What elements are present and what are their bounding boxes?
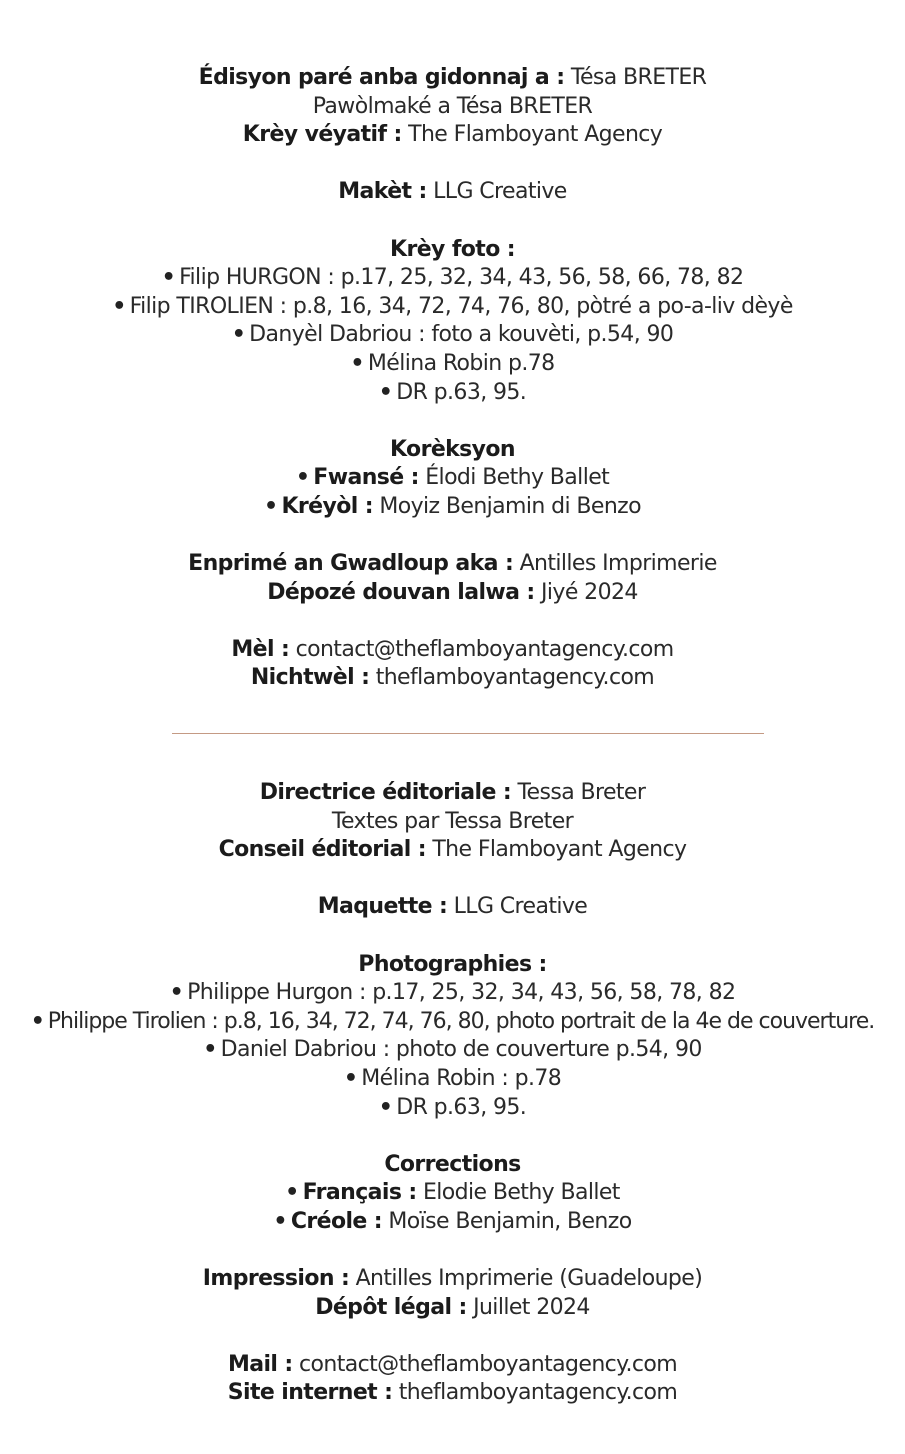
correction-creole-label: Créole : bbox=[290, 1208, 383, 1234]
layout-line bbox=[0, 893, 905, 922]
website-line bbox=[0, 1379, 905, 1408]
printing-value: Antilles Imprimerie (Guadeloupe) bbox=[355, 1266, 703, 1292]
advisory-value: The Flamboyant Agency bbox=[432, 837, 687, 863]
photos-heading: Photographies : bbox=[358, 951, 547, 977]
photos-heading: Krèy foto : bbox=[390, 236, 515, 262]
printing-label: Enprimé an Gwadloup aka : bbox=[188, 551, 514, 577]
advisory-line bbox=[0, 836, 905, 865]
spacer bbox=[0, 922, 905, 951]
layout-label: Maquette : bbox=[317, 894, 448, 920]
photo-credit-item: • Filip TIROLIEN : p.8, 16, 34, 72, 74, 76, 80, pòtré a po-a-liv dèyè bbox=[0, 293, 905, 322]
spacer bbox=[0, 1322, 905, 1351]
photos-heading-line bbox=[0, 951, 905, 980]
correction-creole-line bbox=[0, 493, 905, 522]
printing-value: Antilles Imprimerie bbox=[519, 551, 717, 577]
website-line bbox=[0, 664, 905, 693]
photo-credit-item: • Philippe Hurgon : p.17, 25, 32, 34, 43, 56, 58, 78, 82 bbox=[0, 979, 905, 1008]
corrections-heading: Corrections bbox=[384, 1151, 521, 1177]
layout-value: LLG Creative bbox=[453, 894, 588, 920]
corrections-heading-line bbox=[0, 436, 905, 465]
legal-deposit-line bbox=[0, 1294, 905, 1323]
editor-value: Tésa BRETER bbox=[570, 65, 707, 90]
credits-block-kreyol bbox=[0, 64, 905, 693]
photo-credit-item: • DR p.63, 95. bbox=[0, 1094, 905, 1123]
mail-value: contact@theflamboyantagency.com bbox=[295, 636, 674, 662]
website-label: Nichtwèl : bbox=[250, 665, 370, 691]
correction-creole-label: Kréyòl : bbox=[281, 493, 373, 519]
correction-french-value: Elodie Bethy Ballet bbox=[422, 1180, 620, 1206]
texts-line bbox=[0, 808, 905, 837]
corrections-heading-line bbox=[0, 1151, 905, 1180]
legal-deposit-label: Dépôt légal : bbox=[315, 1294, 467, 1320]
corrections-heading: Korèksyon bbox=[390, 436, 515, 462]
mail-line bbox=[0, 636, 905, 665]
editor-label: Directrice éditoriale : bbox=[259, 780, 512, 805]
photo-credit-item: • Filip HURGON : p.17, 25, 32, 34, 43, 56, 58, 66, 78, 82 bbox=[0, 264, 905, 293]
layout-value: LLG Creative bbox=[433, 179, 567, 205]
correction-creole-value: Moyiz Benjamin di Benzo bbox=[379, 493, 641, 519]
spacer bbox=[0, 1237, 905, 1266]
editor-line bbox=[0, 64, 905, 93]
website-value: theflamboyantagency.com bbox=[375, 665, 655, 691]
mail-value: contact@theflamboyantagency.com bbox=[299, 1351, 678, 1377]
correction-french-line bbox=[0, 1179, 905, 1208]
printing-line bbox=[0, 1265, 905, 1294]
printing-label: Impression : bbox=[202, 1266, 350, 1292]
photo-credit-item: • Mélina Robin p.78 bbox=[0, 350, 905, 379]
spacer bbox=[0, 207, 905, 236]
credits-block-french bbox=[0, 779, 905, 1408]
texts-value: Pawòlmaké a Tésa BRETER bbox=[312, 93, 593, 119]
photo-credit-item: • Daniel Dabriou : photo de couverture p.54, 90 bbox=[0, 1036, 905, 1065]
printing-line bbox=[0, 550, 905, 579]
advisory-label: Conseil éditorial : bbox=[218, 837, 426, 863]
correction-french-label: Fwansé : bbox=[313, 465, 419, 491]
advisory-value: The Flamboyant Agency bbox=[408, 122, 663, 148]
editor-value: Tessa Breter bbox=[517, 780, 646, 805]
legal-deposit-value: Juillet 2024 bbox=[473, 1294, 590, 1320]
editor-label: Édisyon paré anba gidonnaj a : bbox=[198, 65, 565, 90]
correction-french-label: Français : bbox=[302, 1180, 417, 1206]
advisory-label: Krèy véyatif : bbox=[242, 122, 402, 148]
legal-deposit-value: Jiyé 2024 bbox=[541, 579, 638, 605]
spacer bbox=[0, 150, 905, 179]
photos-heading-line bbox=[0, 236, 905, 265]
website-label: Site internet : bbox=[227, 1380, 393, 1406]
correction-creole-value: Moïse Benjamin, Benzo bbox=[388, 1208, 632, 1234]
mail-label: Mèl : bbox=[231, 636, 290, 662]
spacer bbox=[0, 407, 905, 436]
section-divider bbox=[172, 733, 764, 734]
correction-creole-line bbox=[0, 1208, 905, 1237]
correction-french-line bbox=[0, 464, 905, 493]
layout-label: Makèt : bbox=[338, 179, 427, 205]
spacer bbox=[0, 522, 905, 551]
spacer bbox=[0, 607, 905, 636]
layout-line bbox=[0, 178, 905, 207]
spacer bbox=[0, 1122, 905, 1151]
texts-line bbox=[0, 93, 905, 122]
legal-deposit-label: Dépozé douvan lalwa : bbox=[267, 579, 535, 605]
correction-french-value: Élodi Bethy Ballet bbox=[425, 465, 610, 491]
mail-label: Mail : bbox=[227, 1351, 293, 1377]
website-value: theflamboyantagency.com bbox=[398, 1380, 678, 1406]
spacer bbox=[0, 865, 905, 894]
photo-credit-item: • DR p.63, 95. bbox=[0, 379, 905, 408]
photo-credit-item: • Philippe Tirolien : p.8, 16, 34, 72, 74, 76, 80, photo portrait de la 4e de couverture. bbox=[0, 1008, 905, 1037]
mail-line bbox=[0, 1351, 905, 1380]
texts-value: Textes par Tessa Breter bbox=[331, 808, 574, 834]
photo-credit-item: • Mélina Robin : p.78 bbox=[0, 1065, 905, 1094]
photo-credit-item: • Danyèl Dabriou : foto a kouvèti, p.54, 90 bbox=[0, 321, 905, 350]
advisory-line bbox=[0, 121, 905, 150]
editor-line bbox=[0, 779, 905, 808]
legal-deposit-line bbox=[0, 579, 905, 608]
